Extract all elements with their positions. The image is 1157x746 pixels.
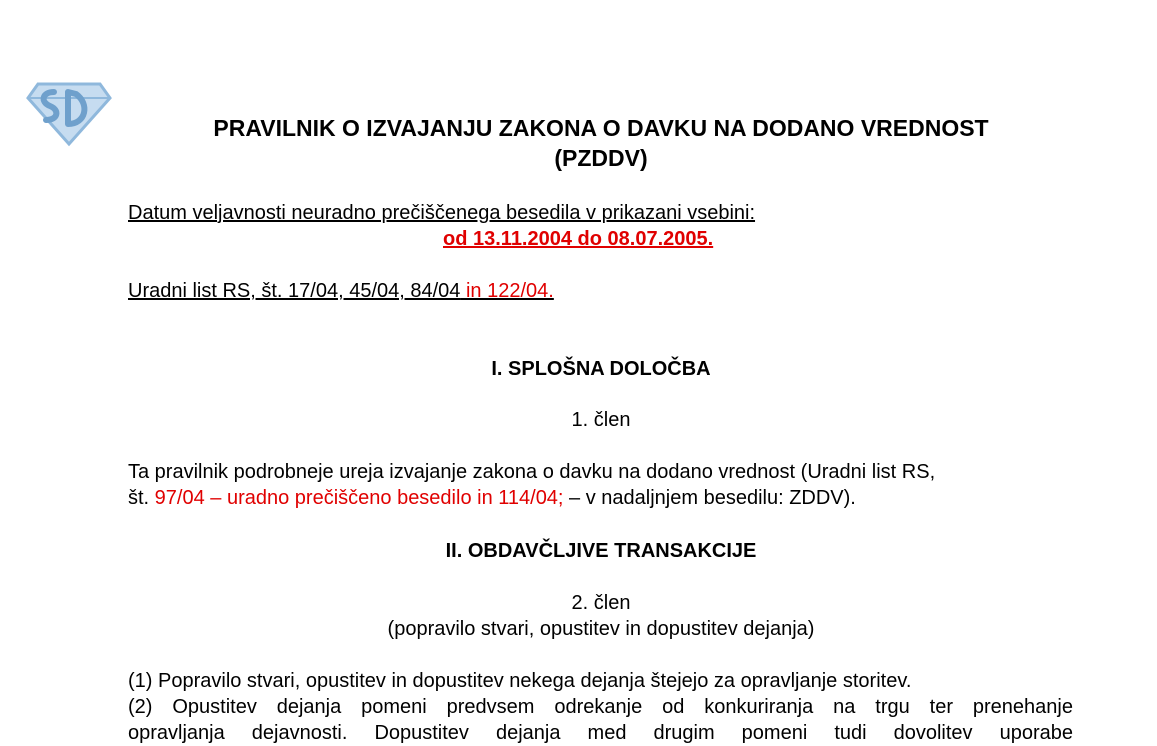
article-2-para-2-line-1: (2) Opustitev dejanja pomeni predvsem odrekanje od konkuriranja na trgu ter prenehanje	[128, 696, 1073, 718]
gazette-reference	[128, 278, 554, 304]
article-1-text-a: št.	[128, 487, 155, 509]
publisher-logo-icon	[24, 78, 114, 150]
title-line-2: (PZDDV)	[554, 145, 648, 171]
gazette-suffix: in 122/04.	[460, 280, 554, 302]
article-2-para-2-line-2: opravljanja dejavnosti. Dopustitev dejanja med drugim pomeni tudi dovolitev uporabe	[128, 722, 1073, 744]
validity-label: Datum veljavnosti neuradno prečiščenega besedila v prikazani vsebini:	[128, 202, 756, 224]
validity-dates: od 13.11.2004 do 08.07.2005.	[443, 228, 714, 250]
article-1-text-b: – v nadaljnjem besedilu: ZDDV).	[563, 487, 856, 509]
article-1-text-line-2	[128, 485, 856, 511]
article-2-subtitle: (popravilo stvari, opustitev in dopustitev dejanja)	[387, 618, 815, 640]
section-2-heading: II. OBDAVČLJIVE TRANSAKCIJE	[445, 540, 757, 562]
section-1-heading: I. SPLOŠNA DOLOČBA	[491, 358, 711, 380]
title-line-1: PRAVILNIK O IZVAJANJU ZAKONA O DAVKU NA DODANO VREDNOST	[213, 115, 989, 141]
article-1-title: 1. člen	[571, 409, 631, 431]
article-1-text-line-1: Ta pravilnik podrobneje ureja izvajanje zakona o davku na dodano vrednost (Uradni list RS,	[128, 461, 936, 483]
document-title	[128, 113, 1074, 173]
article-1-text-red: 97/04 – uradno prečiščeno besedilo in 114/04;	[154, 487, 564, 509]
gazette-prefix: Uradni list RS, št. 17/04, 45/04, 84/04	[128, 280, 461, 302]
article-2-title: 2. člen	[571, 592, 631, 614]
article-2-para-1: (1) Popravilo stvari, opustitev in dopustitev nekega dejanja štejejo za opravljanje storitev.	[128, 670, 912, 692]
